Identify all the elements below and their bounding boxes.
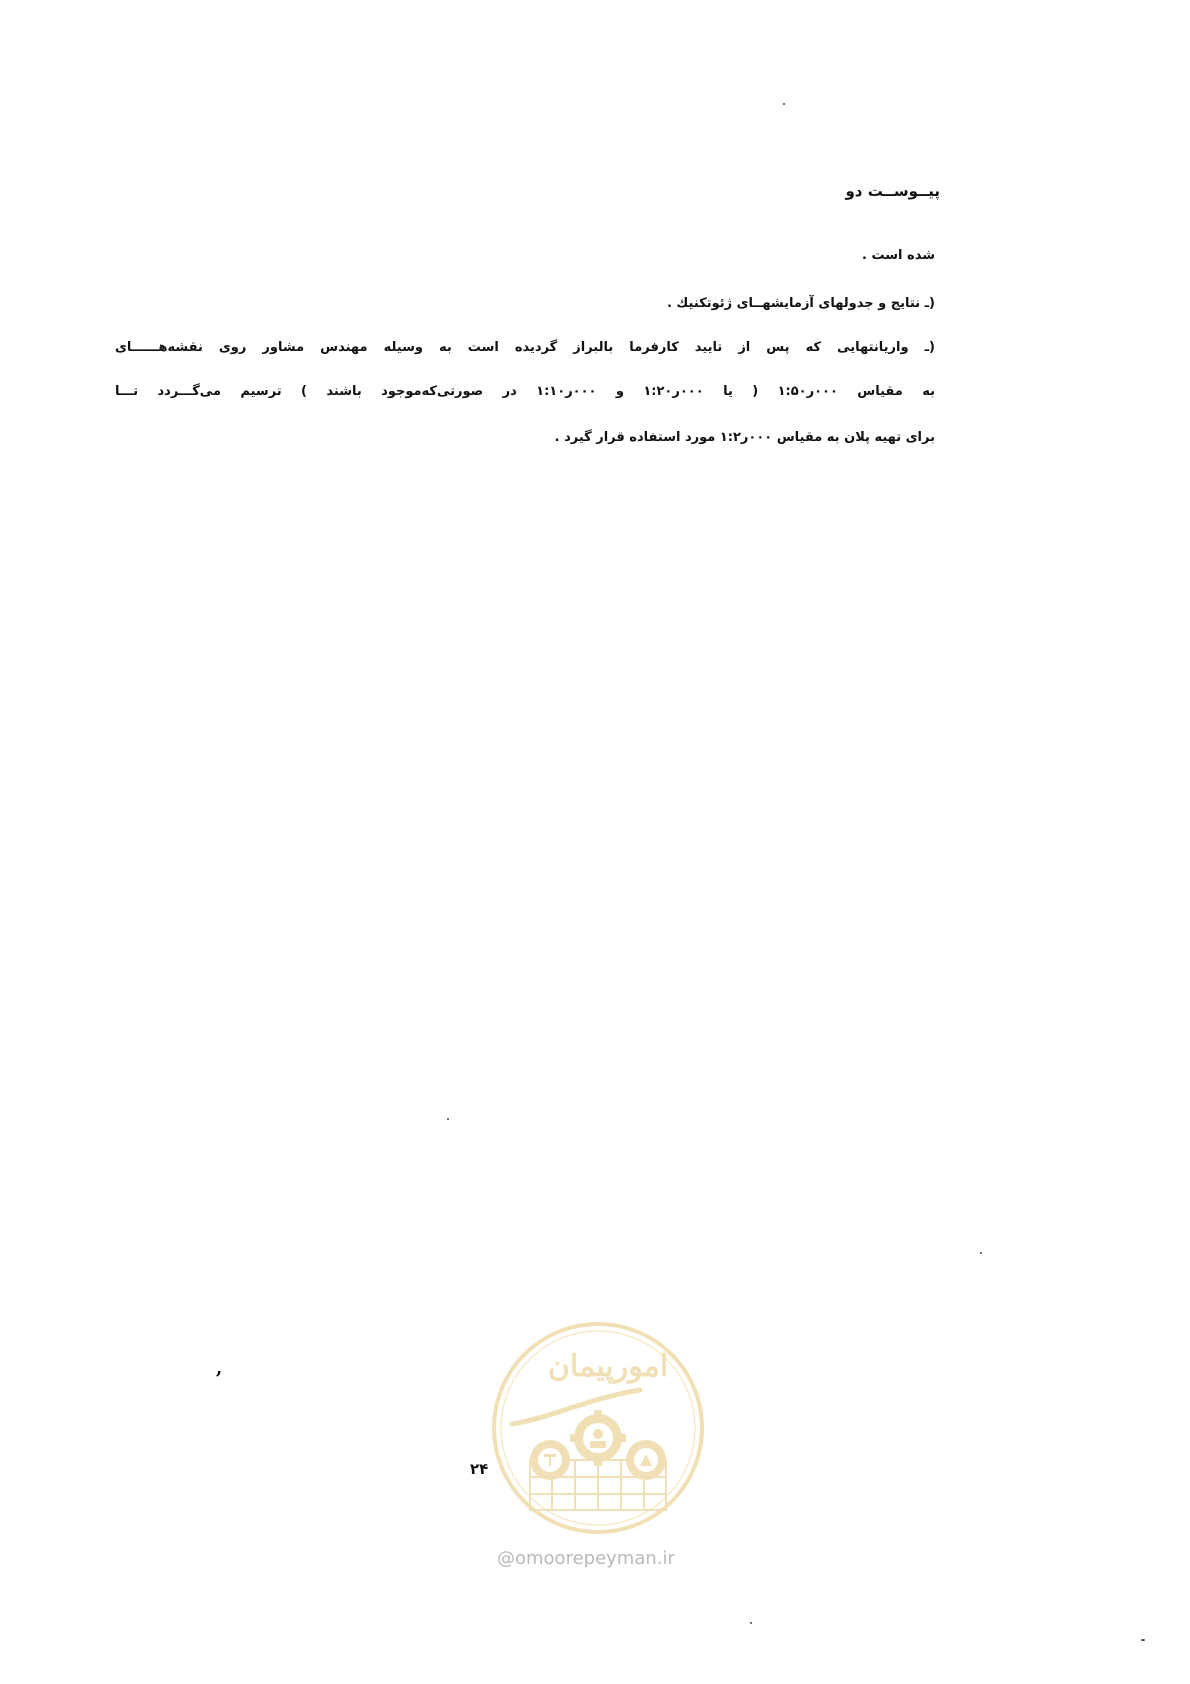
watermark-logo — [490, 1320, 706, 1536]
text-line-2: (ـ نتایج و جدولهای آزمایشهــای ژئوتکنیك . — [666, 296, 935, 311]
text-line-5: برای تهیه پلان به مقیاس ۰۰۰ر۱:۲ مورد استفاده قرار گیرد . — [554, 430, 935, 445]
stray-mark: , — [216, 1358, 223, 1379]
watermark-url — [497, 1548, 675, 1569]
scan-speck — [1141, 1639, 1145, 1641]
appendix-heading: پیــوســت دو — [845, 182, 940, 200]
scan-speck — [783, 103, 785, 105]
scan-speck — [750, 1622, 752, 1624]
at-icon: @ — [497, 1548, 515, 1569]
text-line-4: به مقیاس ۰۰۰ر۱:۵۰ ( یا ۰۰۰ر۱:۲۰ و ۰۰۰ر۱:۱۰ در صورتی‌که‌موجود باشند ) ترسیم می‌گـــردد تـــا — [115, 384, 935, 399]
scan-speck — [447, 1118, 449, 1120]
watermark-brand-text: امورپیمان — [547, 1349, 669, 1384]
text-line-1: شده است . — [862, 248, 935, 263]
page-number: ۲۴ — [470, 1460, 489, 1478]
text-line-3: (ـ واریانتهایی که پس از تایید کارفرما بالبراز گردیده است به وسیله مهندس مشاور روی نقشه‌هــــــای — [115, 340, 935, 355]
watermark-url-text: omoorepeyman.ir — [515, 1548, 675, 1569]
scan-speck — [980, 1252, 982, 1254]
